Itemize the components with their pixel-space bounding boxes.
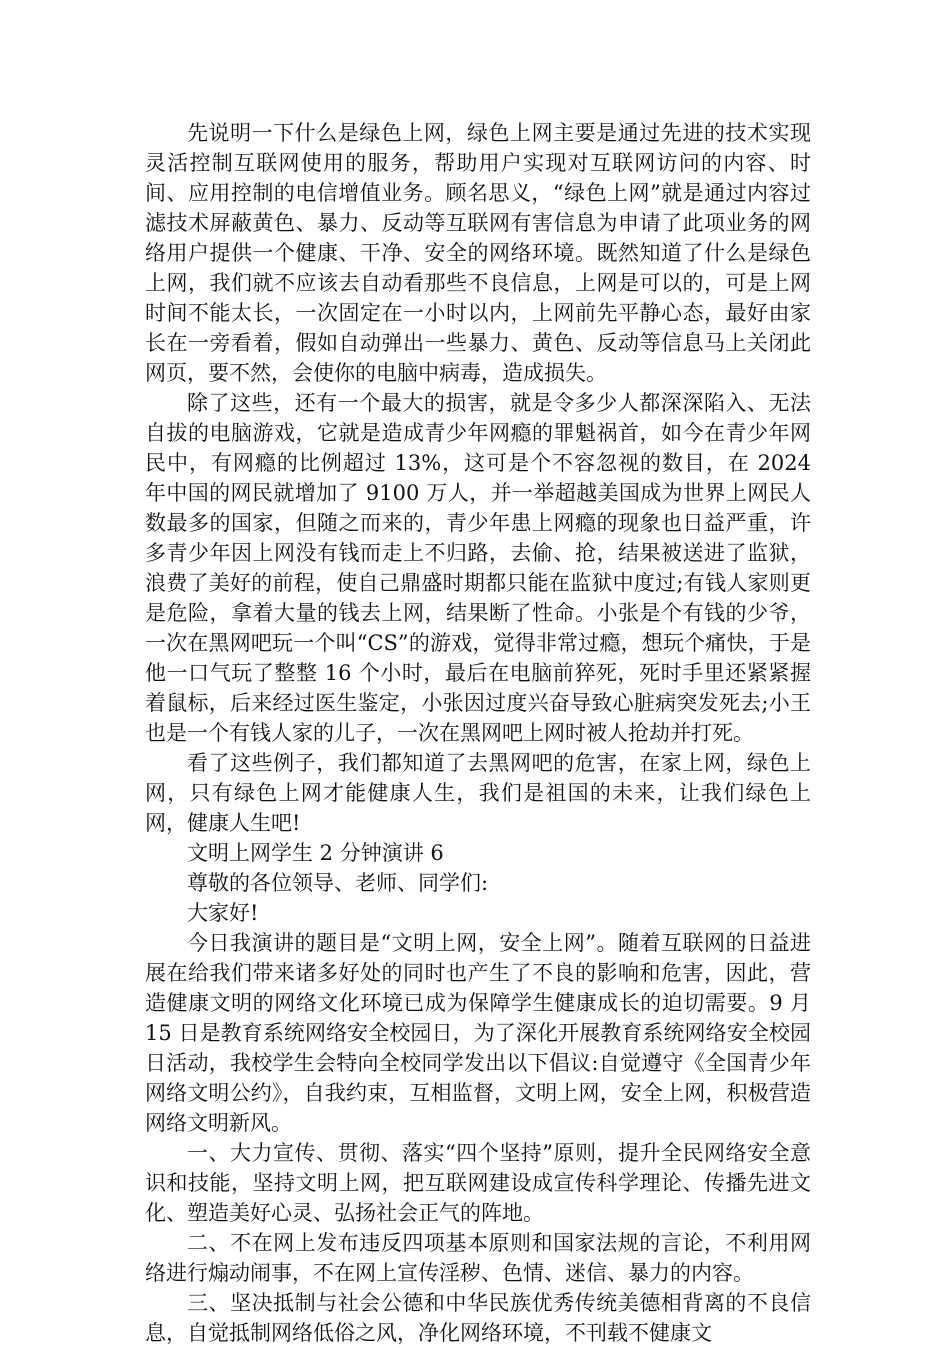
paragraph-speech-topic: 今日我演讲的题目是“文明上网，安全上网”。随着互联网的日益进展在给我们带来诸多好处的同时也产生了不良的影响和危害，因此，营造健康文明的网络文化环境已成为保障学生健康成长的迫切需要。9 月 15 日是教育系统网络安全校园日，为了深化开展教育系统网络安全校园日活动，我校学生会特向全校同学发出以下倡议:自觉遵守《全国青少年网络文明公约》，自我约束，互相监督，文明上网，安全上网，积极营造网络文明新风。 (145, 931, 811, 1135)
document-body (145, 118, 811, 1348)
paragraph-game-addiction: 除了这些，还有一个最大的损害，就是令多少人都深深陷入、无法自拔的电脑游戏，它就是造成青少年网瘾的罪魁祸首，如今在青少年网民中，有网瘾的比例超过 13%，这可是个不容忽视的数目，在 2024 年中国的网民就增加了 9100 万人，并一举超越美国成为世界上网民人数最多的国家，但随之而来的，青少年患上网瘾的现象也日益严重，许多青少年因上网没有钱而走上不归路，去偷、抢，结果被送进了监狱，浪费了美好的前程，使自己鼎盛时期都只能在监狱中度过;有钱人家则更是危险，拿着大量的钱去上网，结果断了性命。小张是个有钱的少爷，一次在黑网吧玩一个叫“CS”的游戏，觉得非常过瘾，想玩个痛快，于是他一口气玩了整整 16 个小时，最后在电脑前猝死，死时手里还紧紧握着鼠标，后来经过医生鉴定，小张因过度兴奋导致心脏病突发死去;小王也是一个有钱人家的儿子，一次在黑网吧上网时被人抢劫并打死。 (145, 391, 811, 745)
speech-salutation: 尊敬的各位领导、老师、同学们: (187, 871, 489, 895)
paragraph-conclusion: 看了这些例子，我们都知道了去黑网吧的危害，在家上网，绿色上网，只有绿色上网才能健康人生，我们是祖国的未来，让我们绿色上网，健康人生吧! (145, 751, 811, 835)
paragraph-point-three: 三、坚决抵制与社会公德和中华民族优秀传统美德相背离的不良信息，自觉抵制网络低俗之风，净化网络环境，不刊载不健康文 (145, 1291, 811, 1345)
paragraph-point-one: 一、大力宣传、贯彻、落实“四个坚持”原则，提升全民网络安全意识和技能，坚持文明上网，把互联网建设成宣传科学理论、传播先进文化、塑造美好心灵、弘扬社会正气的阵地。 (145, 1141, 811, 1225)
paragraph-point-two: 二、不在网上发布违反四项基本原则和国家法规的言论，不利用网络进行煽动闹事，不在网上宣传淫秽、色情、迷信、暴力的内容。 (145, 1231, 811, 1285)
speech-title: 文明上网学生 2 分钟演讲 6 (187, 841, 444, 865)
speech-greeting: 大家好! (187, 901, 259, 925)
paragraph-green-internet-intro: 先说明一下什么是绿色上网，绿色上网主要是通过先进的技术实现灵活控制互联网使用的服务，帮助用户实现对互联网访问的内容、时间、应用控制的电信增值业务。顾名思义，“绿色上网”就是通过内容过滤技术屏蔽黄色、暴力、反动等互联网有害信息为申请了此项业务的网络用户提供一个健康、干净、安全的网络环境。既然知道了什么是绿色上网，我们就不应该去自动看那些不良信息，上网是可以的，可是上网时间不能太长，一次固定在一小时以内，上网前先平静心态，最好由家长在一旁看着，假如自动弹出一些暴力、黄色、反动等信息马上关闭此网页，要不然，会使你的电脑中病毒，造成损失。 (145, 121, 811, 385)
